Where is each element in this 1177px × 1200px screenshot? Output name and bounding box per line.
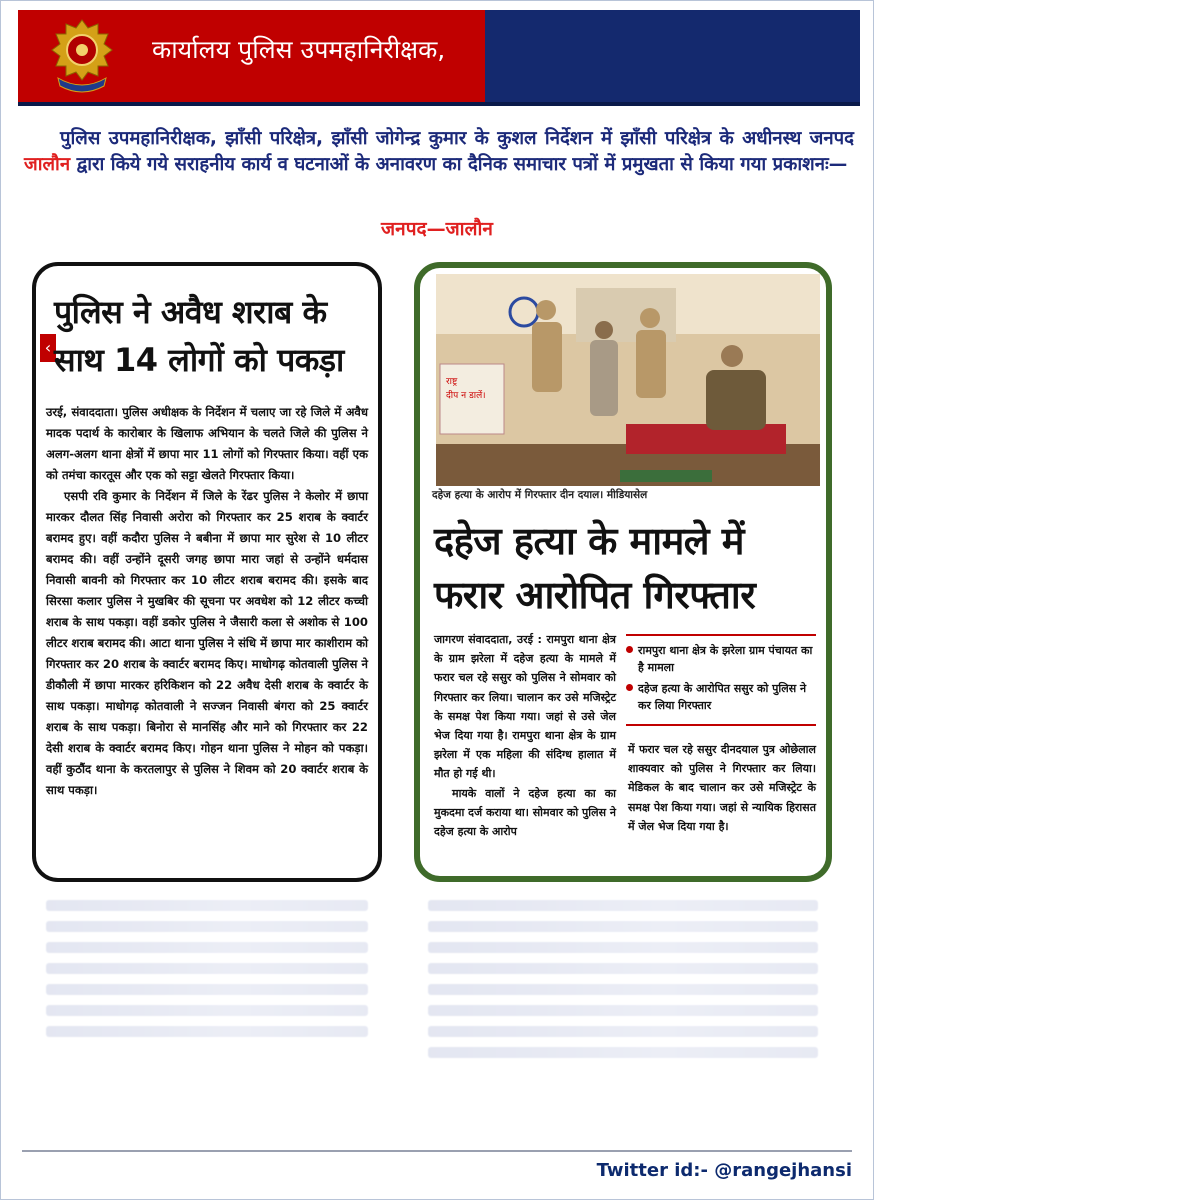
headline-line: दहेज हत्या के मामले में bbox=[434, 519, 745, 563]
photo-caption: दहेज हत्या के आरोप में गिरफ्तार दीन दयाल। मीडियासेल bbox=[432, 489, 648, 501]
footer-divider bbox=[22, 1150, 852, 1152]
office-title: कार्यालय पुलिस उपमहानिरीक्षक, bbox=[152, 35, 446, 64]
twitter-handle: Twitter id:- @rangejhansi bbox=[596, 1160, 852, 1181]
left-clipping-headline: पुलिस ने अवैध शराब के साथ 14 लोगों को पकड़ा bbox=[54, 293, 344, 379]
news-clipping-left bbox=[32, 262, 382, 882]
range-title: झाँसी परिक्षेत्र, झाँसी। bbox=[1007, 38, 1177, 63]
district-heading: जनपद—जालौन bbox=[381, 218, 493, 240]
intro-part1: पुलिस उपमहानिरीक्षक, झाँसी परिक्षेत्र, झाँसी जोगेन्द्र कुमार के कुशल निर्देशन में झाँसी परिक्षेत्र के अधीनस्थ जनपद bbox=[60, 128, 854, 149]
banner-right-panel bbox=[485, 10, 1177, 102]
district-highlight: जालौन bbox=[24, 154, 71, 175]
banner-left-panel bbox=[18, 10, 485, 102]
highlights-box bbox=[626, 634, 816, 726]
news-clipping-right bbox=[414, 262, 832, 882]
highlight-item: रामपुरा थाना क्षेत्र के झरेला ग्राम पंचायत का है मामला bbox=[626, 642, 816, 676]
left-paragraph: एसपी रवि कुमार के निर्देशन में जिले के रेंढर पुलिस ने केलोर में छापा मारकर दौलत सिंह निवासी अरोरा को गिरफ्तार कर 25 शराब के क्वार्टर बरामद हुए। वहीं कदौरा पुलिस ने बबीना में छापा मार सुरेश से 10 लीटर बरामद की। वहीं उन्होंने दूसरी जगह छापा मारा जहां से उन्होंने धर्मदास निवासी बावनी को गिरफ्तार कर 10 लीटर शराब बरामद की। इसके बाद सिरसा कलार पुलिस ने मुखबिर की सूचना पर अवधेश को 12 लीटर कच्ची शराब के साथ पकड़ा। वहीं डकोर पुलिस ने जैसारी कला से अशोक से 100 लीटर शराब बरामद की। आटा थाना पुलिस ने संधि में छापा मार काशीराम को गिरफ्तार कर 20 शराब के क्वार्टर बरामद किए। माधोगढ़ कोतवाली पुलिस ने डीकौली में छापा मारकर हरिकिशन को 22 अवैध देसी शराब के क्वार्टर के साथ पकड़ा। माधोगढ़ कोतवाली ने सज्जन निवासी बंगरा को 25 क्वार्टर शराब के साथ पकड़ा। बिनोरा से मानसिंह और माने को गिरफ्तार कर 22 देसी शराब के क्वार्टर बरामद किए। गोहन थाना पुलिस ने मोहन को पकड़ा। वहीं कुठौंद थाना के करतलापुर से पुलिस ने शिवम को 20 क्वार्टर शराब के साथ पकड़ा। bbox=[46, 489, 368, 797]
right-clipping-headline bbox=[434, 514, 824, 622]
bullet-icon bbox=[626, 684, 633, 691]
left-clipping-reflection bbox=[32, 890, 382, 1070]
arrest-photo bbox=[436, 274, 820, 486]
intro-paragraph bbox=[24, 126, 854, 178]
bullet-icon bbox=[626, 646, 633, 653]
header-banner bbox=[18, 10, 1177, 106]
up-police-emblem-icon bbox=[48, 18, 116, 94]
left-arrow-icon: ‹ bbox=[40, 334, 56, 362]
intro-part2: द्वारा किये गये सराहनीय कार्य व घटनाओं के अनावरण का दैनिक समाचार पत्रों में प्रमुखता से किया गया प्रकाशनः— bbox=[70, 154, 848, 175]
right-clipping-reflection bbox=[414, 890, 832, 1090]
right-paragraph: मायके वालों ने दहेज हत्या का का मुकदमा दर्ज कराया था। सोमवार को पुलिस ने दहेज हत्या के आरोप bbox=[434, 786, 616, 839]
right-body-column-2: में फरार चल रहे ससुर दीनदयाल पुत्र ओछेलाल शाक्यवार को पुलिस ने गिरफ्तार कर लिया। मेडिकल के बाद चालान कर उसे मजिस्ट्रेट के समक्ष पेश किया गया। जहां से न्यायिक हिरासत में जेल भेज दिया गया है। bbox=[628, 743, 816, 833]
right-paragraph: जागरण संवाददाता, उरई : रामपुरा थाना क्षेत्र के ग्राम झरेला में दहेज हत्या के मामले में फरार चल रहे ससुर को पुलिस ने सोमवार को गिरफ्तार कर लिया। चालान कर उसे मजिस्ट्रेट के समक्ष पेश किया गया। जहां से उसे जेल भेज दिया गया है। रामपुरा थाना क्षेत्र के ग्राम झरेला में एक महिला की संदिग्ध हालात में मौत हो गई थी। bbox=[434, 633, 616, 781]
left-clipping-body bbox=[46, 402, 368, 801]
right-body-column-1 bbox=[434, 630, 616, 841]
headline-line: फरार आरोपित गिरफ्तार bbox=[434, 573, 756, 617]
left-paragraph: उरई, संवाददाता। पुलिस अधीक्षक के निर्देशन में चलाए जा रहे जिले में अवैध मादक पदार्थ के कारोबार के खिलाफ अभियान के चलते जिले की पुलिस ने अलग-अलग थाना क्षेत्रों में छापा मार 11 लोगों को गिरफ्तार किया। वहीं एक को तमंचा कारतूस और एक को सट्टा खेलते गिरफ्तार किया। bbox=[46, 405, 368, 482]
highlight-item: दहेज हत्या के आरोपित ससुर को पुलिस ने कर लिया गिरफ्तार bbox=[626, 680, 816, 714]
svg-text:दीप न डालें।: दीप न डालें। bbox=[446, 391, 486, 401]
wall-sign-text: राष्ट्र bbox=[446, 377, 458, 387]
